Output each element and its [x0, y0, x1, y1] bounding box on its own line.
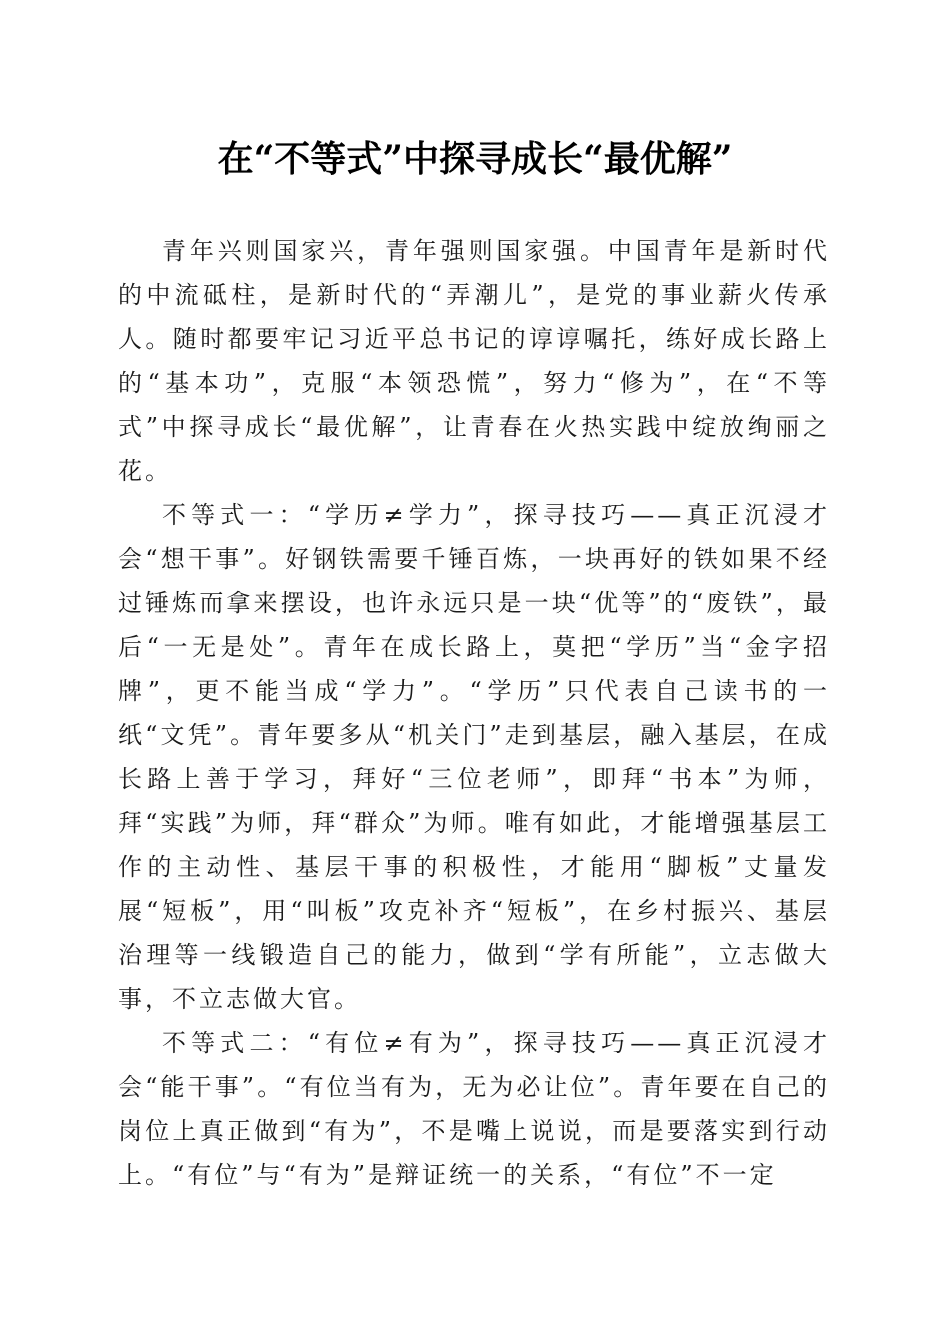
paragraph-inequality-one: 不等式一：“学历≠学力”，探寻技巧——真正沉浸才会“想干事”。好钢铁需要千锤百炼，一块再好的铁如果不经过锤炼而拿来摆设，也许永远只是一块“优等”的“废铁”，最后“一无是处”。青年在成长路上，莫把“学历”当“金字招牌”，更不能当成“学力”。“学历”只代表自己读书的一纸“文凭”。青年要多从“机关门”走到基层，融入基层，在成长路上善于学习，拜好“三位老师”，即拜“书本”为师，拜“实践”为师，拜“群众”为师。唯有如此，才能增强基层工作的主动性、基层干事的积极性，才能用“脚板”丈量发展“短板”，用“叫板”攻克补齐“短板”，在乡村振兴、基层治理等一线锻造自己的能力，做到“学有所能”，立志做大事，不立志做大官。 [118, 501, 830, 1013]
paragraph-intro: 青年兴则国家兴，青年强则国家强。中国青年是新时代的中流砥柱，是新时代的“弄潮儿”，是党的事业薪火传承人。随时都要牢记习近平总书记的谆谆嘱托，练好成长路上的“基本功”，克服“本领恐慌”，努力“修为”，在“不等式”中探寻成长“最优解”，让青春在火热实践中绽放绚丽之花。 [118, 237, 830, 485]
document-title: 在“不等式”中探寻成长“最优解” [217, 138, 733, 180]
paragraph-inequality-two: 不等式二：“有位≠有为”，探寻技巧——真正沉浸才会“能干事”。“有位当有为，无为必让位”。青年要在自己的岗位上真正做到“有为”，不是嘴上说说，而是要落实到行动上。“有位”与“有为”是辩证统一的关系，“有位”不一定 [118, 1029, 830, 1189]
document-body [118, 229, 830, 1197]
